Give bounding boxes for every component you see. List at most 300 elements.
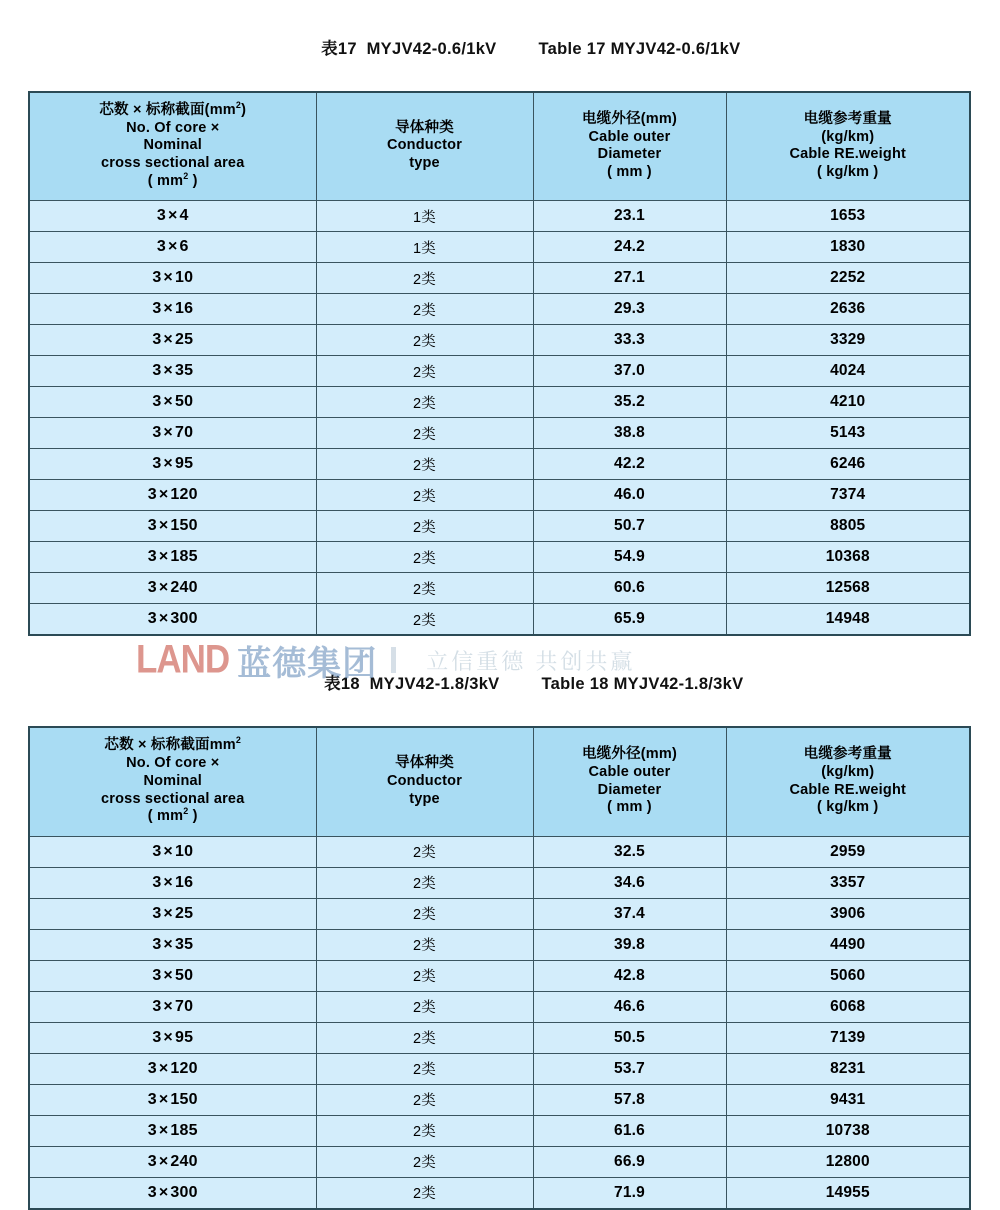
conductor-type-value: 2类 — [413, 1031, 436, 1048]
section-value: 95 — [174, 1028, 194, 1046]
cell-outer-diameter — [533, 1053, 726, 1084]
col-header-outer-diameter — [533, 92, 726, 201]
cell-size-value — [148, 548, 198, 565]
section-value: 16 — [174, 873, 194, 891]
cell-outer-diameter — [533, 232, 726, 263]
cell-outer-diameter — [533, 263, 726, 294]
col-header-unit-post: ) — [188, 172, 198, 189]
cell-nominal-section — [29, 1177, 316, 1209]
core-count: 3 — [152, 269, 162, 287]
cell-cable-weight — [726, 573, 970, 604]
diameter-value: 42.8 — [614, 966, 645, 984]
multiply-sign: × — [163, 997, 173, 1015]
col-header-weight-en2: Cable RE.weight — [789, 781, 907, 798]
cell-cable-weight — [726, 929, 970, 960]
col-header-nominal-section-cn — [34, 737, 312, 755]
multiply-sign: × — [158, 610, 169, 628]
col-header-outer-diameter — [533, 727, 726, 836]
cell-conductor-type — [316, 929, 533, 960]
section-value: 150 — [170, 517, 198, 535]
diameter-value: 46.6 — [614, 997, 645, 1015]
table-row — [29, 263, 970, 294]
table-row — [29, 867, 970, 898]
section-value: 4 — [179, 207, 189, 225]
table-18-title-en: Table 18 MYJV42-1.8/3kV — [541, 675, 744, 694]
cell-conductor-type — [316, 263, 533, 294]
diameter-value: 53.7 — [614, 1059, 645, 1077]
diameter-value: 33.3 — [614, 331, 645, 349]
cell-outer-diameter — [533, 836, 726, 867]
diameter-value: 46.0 — [614, 486, 645, 504]
section-value: 50 — [174, 966, 194, 984]
table-row — [29, 325, 970, 356]
cell-conductor-type — [316, 1053, 533, 1084]
section-value: 35 — [174, 935, 194, 953]
cell-outer-diameter — [533, 325, 726, 356]
table-row — [29, 542, 970, 573]
section-value: 25 — [174, 331, 194, 349]
superscript-two: 2 — [183, 806, 189, 817]
cell-conductor-type — [316, 1177, 533, 1209]
col-header-diameter-en3: ( mm ) — [607, 163, 652, 180]
diameter-value: 37.0 — [614, 362, 645, 380]
col-header-en-line1: No. Of core × — [126, 755, 220, 772]
diameter-value: 23.1 — [614, 207, 645, 225]
weight-value: 4490 — [830, 935, 866, 953]
multiply-sign: × — [163, 331, 173, 349]
cell-conductor-type — [316, 1022, 533, 1053]
cell-nominal-section — [29, 325, 316, 356]
cell-cable-weight — [726, 1177, 970, 1209]
col-header-en-line4 — [34, 808, 312, 826]
core-count: 3 — [152, 424, 162, 442]
table-17-body — [29, 201, 970, 636]
cell-nominal-section — [29, 1115, 316, 1146]
cell-size-value — [152, 905, 193, 922]
col-header-en-line3: cross sectional area — [101, 790, 245, 807]
cell-outer-diameter — [533, 1115, 726, 1146]
col-header-weight-en1: (kg/km) — [821, 763, 875, 780]
section-value: 25 — [174, 904, 194, 922]
cell-nominal-section — [29, 294, 316, 325]
conductor-type-value: 2类 — [413, 876, 436, 893]
core-count: 3 — [152, 842, 162, 860]
cell-cable-weight — [726, 1115, 970, 1146]
multiply-sign: × — [158, 517, 169, 535]
diameter-value: 37.4 — [614, 904, 645, 922]
core-count: 3 — [152, 873, 162, 891]
core-count: 3 — [147, 1090, 157, 1108]
cell-nominal-section — [29, 356, 316, 387]
cell-nominal-section — [29, 542, 316, 573]
table-17-title-cn: 表17 MYJV42-0.6/1kV — [321, 40, 497, 58]
table-row — [29, 836, 970, 867]
core-count: 3 — [147, 517, 157, 535]
cell-conductor-type — [316, 356, 533, 387]
cell-cable-weight — [726, 991, 970, 1022]
weight-value: 3357 — [830, 873, 866, 891]
cell-conductor-type — [316, 232, 533, 263]
col-header-weight-en1: (kg/km) — [821, 128, 875, 145]
cell-outer-diameter — [533, 356, 726, 387]
weight-value: 1830 — [830, 238, 866, 256]
weight-value: 2636 — [830, 300, 866, 318]
cell-nominal-section — [29, 418, 316, 449]
cell-nominal-section — [29, 573, 316, 604]
core-count: 3 — [152, 300, 162, 318]
table-row — [29, 1115, 970, 1146]
core-count: 3 — [152, 362, 162, 380]
table-row — [29, 201, 970, 232]
cell-nominal-section — [29, 898, 316, 929]
watermark-brand-cn: 蓝德集团 — [237, 644, 378, 683]
conductor-type-value: 2类 — [413, 907, 436, 924]
cell-conductor-type — [316, 960, 533, 991]
weight-value: 2252 — [830, 269, 866, 287]
cell-size-value — [148, 610, 198, 627]
cell-size-value — [148, 1153, 198, 1170]
cell-conductor-type — [316, 325, 533, 356]
col-header-conductor-type — [316, 727, 533, 836]
cell-size-value — [148, 486, 198, 503]
table-18-title-cn: 表18 MYJV42-1.8/3kV — [324, 675, 500, 694]
diameter-value: 39.8 — [614, 935, 645, 953]
cell-cable-weight — [726, 604, 970, 636]
table-row — [29, 294, 970, 325]
conductor-type-value: 2类 — [413, 271, 436, 288]
cell-cable-weight — [726, 387, 970, 418]
table-18-body — [29, 836, 970, 1209]
cell-size-value — [152, 967, 193, 984]
core-count: 3 — [152, 455, 162, 473]
cell-cable-weight — [726, 480, 970, 511]
table-row — [29, 356, 970, 387]
conductor-type-value: 1类 — [413, 240, 436, 257]
table-row — [29, 604, 970, 636]
cell-nominal-section — [29, 480, 316, 511]
table-row — [29, 511, 970, 542]
cell-cable-weight — [726, 325, 970, 356]
multiply-sign: × — [163, 269, 173, 287]
table-17-title — [0, 0, 1000, 91]
col-header-weight-cn: 电缆参考重量 — [803, 746, 892, 763]
cell-conductor-type — [316, 573, 533, 604]
cell-conductor-type — [316, 542, 533, 573]
weight-value: 12800 — [825, 1152, 870, 1170]
cell-conductor-type — [316, 991, 533, 1022]
weight-value: 10738 — [825, 1121, 870, 1139]
conductor-type-value: 2类 — [413, 1155, 436, 1172]
weight-value: 10368 — [825, 548, 870, 566]
cell-cable-weight — [726, 836, 970, 867]
multiply-sign: × — [163, 904, 173, 922]
diameter-value: 57.8 — [614, 1090, 645, 1108]
cell-outer-diameter — [533, 573, 726, 604]
weight-value: 3906 — [830, 904, 866, 922]
watermark-slogan: 立信重德 共创共赢 — [426, 648, 636, 674]
table-row — [29, 387, 970, 418]
table-header-row — [29, 92, 970, 201]
col-header-cn-post: ) — [241, 102, 247, 118]
diameter-value: 65.9 — [614, 610, 645, 628]
cell-conductor-type — [316, 387, 533, 418]
table-row — [29, 418, 970, 449]
weight-value: 7139 — [830, 1028, 866, 1046]
conductor-type-value: 2类 — [413, 426, 436, 443]
cell-outer-diameter — [533, 1146, 726, 1177]
diameter-value: 24.2 — [614, 238, 645, 256]
col-header-diameter-en2: Diameter — [597, 781, 662, 798]
conductor-type-value: 2类 — [413, 845, 436, 862]
diameter-value: 50.7 — [614, 517, 645, 535]
section-value: 10 — [174, 269, 194, 287]
table-row — [29, 480, 970, 511]
conductor-type-value: 2类 — [413, 302, 436, 319]
cell-nominal-section — [29, 1053, 316, 1084]
table-row — [29, 991, 970, 1022]
col-header-en-line2: Nominal — [143, 137, 203, 154]
multiply-sign: × — [163, 300, 173, 318]
diameter-value: 54.9 — [614, 548, 645, 566]
conductor-type-value: 2类 — [413, 1093, 436, 1110]
table-row — [29, 1084, 970, 1115]
table-row — [29, 449, 970, 480]
conductor-type-value: 2类 — [413, 395, 436, 412]
cell-outer-diameter — [533, 449, 726, 480]
table-18-wrapper — [28, 726, 969, 1209]
col-header-conductor-cn: 导体种类 — [395, 119, 454, 136]
col-header-en-line3: cross sectional area — [101, 155, 245, 172]
cell-size-value — [152, 362, 193, 379]
cell-nominal-section — [29, 836, 316, 867]
cell-size-value — [148, 1184, 198, 1201]
cell-size-value — [152, 331, 193, 348]
section-value: 240 — [170, 1152, 198, 1170]
multiply-sign: × — [163, 362, 173, 380]
cell-conductor-type — [316, 1084, 533, 1115]
cell-conductor-type — [316, 898, 533, 929]
multiply-sign: × — [158, 1090, 169, 1108]
cell-outer-diameter — [533, 960, 726, 991]
cell-nominal-section — [29, 991, 316, 1022]
cell-cable-weight — [726, 898, 970, 929]
multiply-sign: × — [158, 486, 169, 504]
cell-conductor-type — [316, 201, 533, 232]
table-row — [29, 232, 970, 263]
cell-cable-weight — [726, 511, 970, 542]
section-value: 6 — [179, 238, 189, 256]
cell-nominal-section — [29, 232, 316, 263]
cell-outer-diameter — [533, 480, 726, 511]
core-count: 3 — [152, 904, 162, 922]
weight-value: 5143 — [830, 424, 866, 442]
col-header-cable-weight — [726, 727, 970, 836]
multiply-sign: × — [163, 873, 173, 891]
weight-value: 2959 — [830, 842, 866, 860]
table-row — [29, 1177, 970, 1209]
conductor-type-value: 2类 — [413, 519, 436, 536]
diameter-value: 32.5 — [614, 842, 645, 860]
cell-size-value — [148, 1091, 198, 1108]
col-header-unit-pre: ( mm — [147, 172, 184, 189]
col-header-conductor-en2: type — [409, 155, 440, 172]
multiply-sign: × — [158, 1183, 169, 1201]
section-value: 300 — [170, 1183, 198, 1201]
table-18-title — [0, 636, 1000, 726]
diameter-value: 38.8 — [614, 424, 645, 442]
weight-value: 6068 — [830, 997, 866, 1015]
weight-value: 4210 — [830, 393, 866, 411]
table-17-wrapper — [28, 91, 969, 683]
col-header-diameter-en3: ( mm ) — [607, 799, 652, 816]
section-value: 70 — [174, 997, 194, 1015]
weight-value: 1653 — [830, 207, 866, 225]
multiply-sign: × — [167, 207, 178, 225]
core-count: 3 — [147, 1121, 157, 1139]
table-18-header — [29, 727, 970, 836]
core-count: 3 — [147, 548, 157, 566]
col-header-diameter-cn: 电缆外径(mm) — [581, 746, 678, 763]
cell-size-value — [157, 238, 189, 255]
cell-outer-diameter — [533, 387, 726, 418]
conductor-type-value: 2类 — [413, 364, 436, 381]
weight-value: 6246 — [830, 455, 866, 473]
weight-value: 12568 — [825, 579, 870, 597]
col-header-conductor-cn: 导体种类 — [395, 755, 454, 772]
table-row — [29, 898, 970, 929]
cell-size-value — [152, 874, 193, 891]
core-count: 3 — [152, 935, 162, 953]
cell-outer-diameter — [533, 418, 726, 449]
section-value: 150 — [170, 1090, 198, 1108]
cell-nominal-section — [29, 387, 316, 418]
col-header-diameter-en2: Diameter — [597, 146, 662, 163]
conductor-type-value: 2类 — [413, 612, 436, 629]
section-value: 185 — [170, 548, 198, 566]
table-row — [29, 960, 970, 991]
weight-value: 9431 — [830, 1090, 866, 1108]
table-row — [29, 929, 970, 960]
section-value: 120 — [170, 1059, 198, 1077]
diameter-value: 61.6 — [614, 1121, 645, 1139]
section-value: 95 — [174, 455, 194, 473]
cell-nominal-section — [29, 201, 316, 232]
cell-cable-weight — [726, 1084, 970, 1115]
superscript-two: 2 — [235, 735, 242, 746]
col-header-en-line1: No. Of core × — [126, 119, 220, 136]
col-header-diameter-en1: Cable outer — [588, 763, 671, 780]
cell-nominal-section — [29, 929, 316, 960]
cell-cable-weight — [726, 542, 970, 573]
col-header-diameter-cn: 电缆外径(mm) — [581, 110, 678, 127]
weight-value: 8805 — [830, 517, 866, 535]
cell-size-value — [152, 455, 193, 472]
cell-outer-diameter — [533, 201, 726, 232]
col-header-unit-pre: ( mm — [147, 808, 184, 825]
section-value: 185 — [170, 1121, 198, 1139]
conductor-type-value: 2类 — [413, 333, 436, 350]
table-17-header — [29, 92, 970, 201]
cell-conductor-type — [316, 836, 533, 867]
multiply-sign: × — [158, 1059, 169, 1077]
multiply-sign: × — [163, 393, 173, 411]
col-header-weight-cn: 电缆参考重量 — [803, 110, 892, 127]
multiply-sign: × — [163, 842, 173, 860]
table-row — [29, 1146, 970, 1177]
section-value: 10 — [174, 842, 194, 860]
col-header-nominal-section — [29, 92, 316, 201]
conductor-type-value: 1类 — [413, 209, 436, 226]
table-row — [29, 1022, 970, 1053]
section-value: 120 — [170, 486, 198, 504]
section-value: 35 — [174, 362, 194, 380]
weight-value: 14948 — [825, 610, 870, 628]
core-count: 3 — [152, 1028, 162, 1046]
table-row — [29, 1053, 970, 1084]
cell-size-value — [152, 1029, 193, 1046]
cell-cable-weight — [726, 960, 970, 991]
cell-cable-weight — [726, 867, 970, 898]
cell-outer-diameter — [533, 511, 726, 542]
cell-nominal-section — [29, 1146, 316, 1177]
cell-outer-diameter — [533, 294, 726, 325]
multiply-sign: × — [163, 424, 173, 442]
cell-size-value — [148, 517, 198, 534]
cell-size-value — [152, 269, 193, 286]
col-header-conductor-type — [316, 92, 533, 201]
core-count: 3 — [152, 966, 162, 984]
superscript-two: 2 — [183, 170, 189, 181]
cell-cable-weight — [726, 263, 970, 294]
diameter-value: 60.6 — [614, 579, 645, 597]
table-header-row — [29, 727, 970, 836]
diameter-value: 66.9 — [614, 1152, 645, 1170]
conductor-type-value: 2类 — [413, 1062, 436, 1079]
cell-cable-weight — [726, 449, 970, 480]
core-count: 3 — [147, 486, 157, 504]
cell-nominal-section — [29, 1022, 316, 1053]
cell-size-value — [152, 843, 193, 860]
cell-nominal-section — [29, 511, 316, 542]
diameter-value: 34.6 — [614, 873, 645, 891]
weight-value: 14955 — [825, 1183, 870, 1201]
multiply-sign: × — [158, 1121, 169, 1139]
multiply-sign: × — [167, 238, 178, 256]
multiply-sign: × — [163, 935, 173, 953]
col-header-cn-pre: 芯数 × 标称截面(mm — [99, 102, 236, 118]
conductor-type-value: 2类 — [413, 969, 436, 986]
multiply-sign: × — [163, 966, 173, 984]
table-17-title-en: Table 17 MYJV42-0.6/1kV — [538, 40, 741, 58]
cell-outer-diameter — [533, 929, 726, 960]
col-header-cn-pre: 芯数 × 标称截面mm — [104, 737, 236, 754]
core-count: 3 — [147, 579, 157, 597]
diameter-value: 42.2 — [614, 455, 645, 473]
cell-nominal-section — [29, 960, 316, 991]
core-count: 3 — [147, 1152, 157, 1170]
col-header-conductor-en2: type — [409, 790, 440, 807]
cell-size-value — [152, 998, 193, 1015]
diameter-value: 29.3 — [614, 300, 645, 318]
cell-conductor-type — [316, 1115, 533, 1146]
watermark-logo-text: LAND — [136, 637, 230, 682]
col-header-cable-weight — [726, 92, 970, 201]
cell-nominal-section — [29, 1084, 316, 1115]
col-header-unit-post: ) — [188, 808, 198, 825]
cell-outer-diameter — [533, 867, 726, 898]
cell-conductor-type — [316, 449, 533, 480]
cell-cable-weight — [726, 232, 970, 263]
